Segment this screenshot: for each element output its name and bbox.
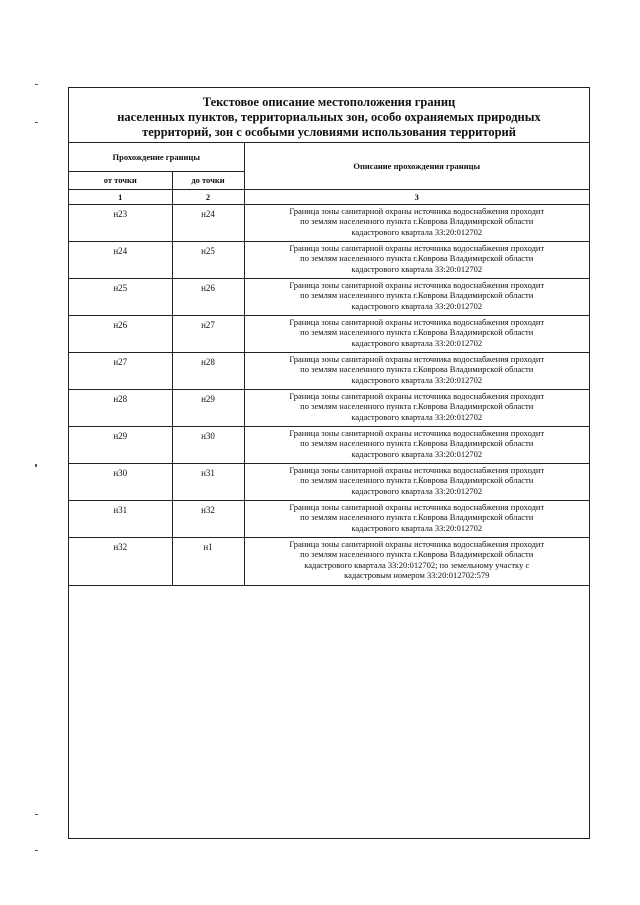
- table-row: [69, 463, 589, 500]
- description-line: по землям населенного пункта г.Коврова Владимирской области: [300, 327, 534, 337]
- description-line: кадастровым номером 33:20:012702:579: [344, 570, 490, 580]
- header-from-point: от точки: [69, 171, 172, 189]
- description-line: кадастрового квартала 33:20:012702: [351, 263, 483, 274]
- description-line: по землям населенного пункта г.Коврова Владимирской области: [300, 216, 534, 226]
- scan-mark: [35, 850, 38, 851]
- description-cell: [244, 204, 589, 241]
- description-line: кадастрового квартала 33:20:012702: [351, 522, 483, 533]
- description-line: по землям населенного пункта г.Коврова Владимирской области: [300, 549, 534, 559]
- document-frame: [68, 87, 590, 839]
- to-point-cell: н29: [172, 389, 244, 426]
- to-point-cell: н25: [172, 241, 244, 278]
- description-line: кадастрового квартала 33:20:012702: [351, 411, 483, 422]
- from-point-cell: н31: [69, 500, 172, 537]
- description-line: кадастрового квартала 33:20:012702: [351, 337, 483, 348]
- description-cell: [244, 315, 589, 352]
- from-point-cell: н26: [69, 315, 172, 352]
- description-line: по землям населенного пункта г.Коврова Владимирской области: [300, 253, 534, 263]
- empty-area: [69, 585, 589, 586]
- to-point-cell: н31: [172, 463, 244, 500]
- description-cell: [244, 389, 589, 426]
- to-point-cell: н27: [172, 315, 244, 352]
- scan-mark: [35, 122, 38, 123]
- description-cell: [244, 500, 589, 537]
- boundary-table: [69, 143, 589, 586]
- from-point-cell: н28: [69, 389, 172, 426]
- description-line: Граница зоны санитарной охраны источника водоснабжения проходит: [289, 242, 545, 253]
- description-line: Граница зоны санитарной охраны источника водоснабжения проходит: [289, 501, 545, 512]
- description-line: Граница зоны санитарной охраны источника водоснабжения проходит: [289, 464, 545, 475]
- description-line: Граница зоны санитарной охраны источника водоснабжения проходит: [289, 427, 545, 438]
- table-row: [69, 204, 589, 241]
- description-cell: [244, 278, 589, 315]
- to-point-cell: н32: [172, 500, 244, 537]
- description-line: кадастрового квартала 33:20:012702: [351, 374, 483, 385]
- scan-mark: [35, 464, 37, 467]
- header-to-point: до точки: [172, 171, 244, 189]
- from-point-cell: н24: [69, 241, 172, 278]
- from-point-cell: н29: [69, 426, 172, 463]
- description-cell: [244, 426, 589, 463]
- description-line: Граница зоны санитарной охраны источника водоснабжения проходит: [289, 390, 545, 401]
- scan-mark: [35, 814, 38, 815]
- description-line: кадастрового квартала 33:20:012702: [351, 448, 483, 459]
- title-line-1: Текстовое описание местоположения границ: [202, 95, 456, 109]
- empty-cell: [69, 585, 589, 586]
- table-row: [69, 352, 589, 389]
- from-point-cell: н23: [69, 204, 172, 241]
- description-cell: [244, 463, 589, 500]
- description-cell: [244, 352, 589, 389]
- description-line: Граница зоны санитарной охраны источника водоснабжения проходит: [289, 205, 545, 216]
- column-number-1: 1: [69, 189, 172, 204]
- description-cell: [244, 241, 589, 278]
- description-line: по землям населенного пункта г.Коврова Владимирской области: [300, 290, 534, 300]
- header-description: Описание прохождения границы: [244, 143, 589, 189]
- column-number-3: 3: [244, 189, 589, 204]
- description-line: Граница зоны санитарной охраны источника водоснабжения проходит: [289, 538, 545, 549]
- header-passage: Прохождение границы: [69, 143, 244, 171]
- table-row: [69, 389, 589, 426]
- from-point-cell: н32: [69, 537, 172, 585]
- description-line: Граница зоны санитарной охраны источника водоснабжения проходит: [289, 353, 545, 364]
- to-point-cell: н1: [172, 537, 244, 585]
- table-row: [69, 241, 589, 278]
- description-line: Граница зоны санитарной охраны источника водоснабжения проходит: [289, 316, 545, 327]
- to-point-cell: н24: [172, 204, 244, 241]
- description-line: по землям населенного пункта г.Коврова Владимирской области: [300, 475, 534, 485]
- description-line: кадастрового квартала 33:20:012702; по земельному участку с: [304, 559, 530, 570]
- title-line-2: населенных пунктов, территориальных зон, особо охраняемых природных: [117, 110, 541, 124]
- description-line: по землям населенного пункта г.Коврова Владимирской области: [300, 512, 534, 522]
- to-point-cell: н26: [172, 278, 244, 315]
- description-line: по землям населенного пункта г.Коврова Владимирской области: [300, 401, 534, 411]
- from-point-cell: н27: [69, 352, 172, 389]
- to-point-cell: н30: [172, 426, 244, 463]
- description-line: кадастрового квартала 33:20:012702: [351, 226, 483, 237]
- title-line-3: территорий, зон с особыми условиями использования территорий: [142, 125, 516, 139]
- to-point-cell: н28: [172, 352, 244, 389]
- description-line: кадастрового квартала 33:20:012702: [351, 485, 483, 496]
- from-point-cell: н30: [69, 463, 172, 500]
- table-row: [69, 500, 589, 537]
- description-line: кадастрового квартала 33:20:012702: [351, 300, 483, 311]
- description-cell: [244, 537, 589, 585]
- from-point-cell: н25: [69, 278, 172, 315]
- description-line: Граница зоны санитарной охраны источника водоснабжения проходит: [289, 279, 545, 290]
- table-row: [69, 278, 589, 315]
- column-number-2: 2: [172, 189, 244, 204]
- table-row: [69, 426, 589, 463]
- description-line: по землям населенного пункта г.Коврова Владимирской области: [300, 364, 534, 374]
- scan-mark: [35, 84, 38, 85]
- table-row: [69, 315, 589, 352]
- description-line: по землям населенного пункта г.Коврова Владимирской области: [300, 438, 534, 448]
- document-title: [69, 88, 589, 143]
- table-row: [69, 537, 589, 585]
